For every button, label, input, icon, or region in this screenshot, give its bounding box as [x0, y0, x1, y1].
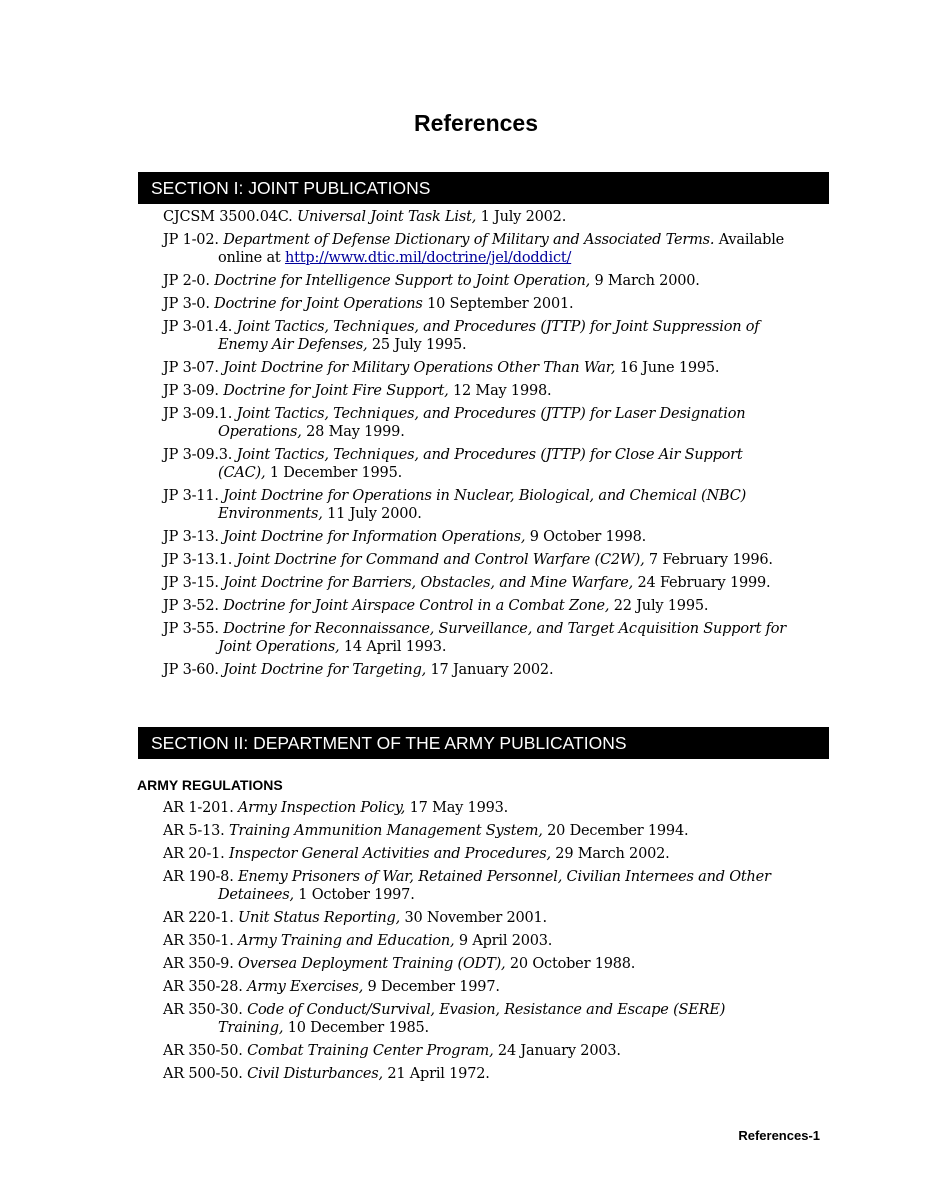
reference-entry — [163, 295, 793, 313]
reference-title: Joint Doctrine for Military Operations Other Than War, — [223, 360, 616, 376]
reference-id: AR 350-9. — [163, 956, 234, 972]
reference-title: Army Training and Education, — [238, 933, 455, 949]
reference-entry — [163, 799, 793, 817]
reference-date: 24 January 2003. — [497, 1043, 621, 1059]
reference-id: AR 220-1. — [163, 910, 234, 926]
reference-id: JP 3-09. — [163, 383, 219, 399]
reference-date: 24 February 1999. — [637, 575, 771, 591]
reference-title: Training Ammunition Management System, — [229, 823, 543, 839]
reference-id: JP 3-60. — [163, 662, 219, 678]
reference-date: 22 July 1995. — [613, 598, 709, 614]
reference-id: JP 3-55. — [163, 621, 219, 637]
reference-id: JP 1-02. — [163, 232, 219, 248]
reference-title: Joint Tactics, Techniques, and Procedures (JTTP) for Close Air Support (CAC), — [218, 447, 743, 481]
section-heading-joint-publications: SECTION I: JOINT PUBLICATIONS — [138, 172, 829, 204]
reference-title: Doctrine for Reconnaissance, Surveillance, and Target Acquisition Support for Joint Operations, — [218, 621, 787, 655]
reference-date: 17 January 2002. — [430, 662, 554, 678]
reference-title: Joint Doctrine for Command and Control Warfare (C2W), — [236, 552, 645, 568]
reference-date: 30 November 2001. — [404, 910, 547, 926]
page-title: References — [413, 110, 539, 136]
reference-entry — [163, 551, 793, 569]
reference-date: 25 July 1995. — [371, 337, 467, 353]
reference-entry — [163, 446, 793, 482]
reference-id: JP 2-0. — [163, 273, 210, 289]
reference-id: JP 3-52. — [163, 598, 219, 614]
reference-title: Doctrine for Joint Operations — [214, 296, 423, 312]
reference-date: 1 December 1995. — [269, 465, 403, 481]
reference-date: 9 October 1998. — [529, 529, 647, 545]
reference-entry — [163, 272, 793, 290]
reference-entry — [163, 382, 793, 400]
reference-title: Universal Joint Task List, — [296, 209, 477, 225]
reference-date: 9 April 2003. — [458, 933, 553, 949]
reference-date: 20 December 1994. — [547, 823, 689, 839]
reference-id: JP 3-09.1. — [163, 406, 233, 422]
reference-date: 20 October 1988. — [509, 956, 636, 972]
reference-title: Civil Disturbances, — [247, 1066, 383, 1082]
reference-date: 16 June 1995. — [619, 360, 720, 376]
reference-date: 9 December 1997. — [367, 979, 500, 995]
reference-id: AR 350-28. — [163, 979, 243, 995]
reference-id: AR 350-30. — [163, 1002, 243, 1018]
reference-id: JP 3-01.4. — [163, 319, 233, 335]
reference-date: 1 October 1997. — [298, 887, 415, 903]
reference-id: JP 3-13. — [163, 529, 219, 545]
reference-title: Doctrine for Joint Airspace Control in a Combat Zone, — [223, 598, 610, 614]
reference-title: Combat Training Center Program, — [247, 1043, 494, 1059]
reference-id: JP 3-09.3. — [163, 447, 233, 463]
reference-entry — [163, 822, 793, 840]
reference-entry — [163, 405, 793, 441]
reference-entry — [163, 661, 793, 679]
reference-entry — [163, 359, 793, 377]
reference-date: 17 May 1993. — [409, 800, 509, 816]
reference-id: JP 3-13.1. — [163, 552, 233, 568]
reference-id: JP 3-07. — [163, 360, 219, 376]
reference-id: AR 20-1. — [163, 846, 225, 862]
reference-entry — [163, 1001, 793, 1037]
reference-entry — [163, 1042, 793, 1060]
reference-date: 7 February 1996. — [648, 552, 773, 568]
reference-date: 1 July 2002. — [480, 209, 567, 225]
subheading-army-regulations: ARMY REGULATIONS — [137, 777, 283, 793]
reference-entry — [163, 620, 793, 656]
reference-entry — [163, 208, 793, 226]
reference-id: AR 190-8. — [163, 869, 234, 885]
reference-id: AR 350-1. — [163, 933, 234, 949]
reference-entry — [163, 932, 793, 950]
reference-date: 12 May 1998. — [452, 383, 552, 399]
reference-title: Joint Tactics, Techniques, and Procedures (JTTP) for Joint Suppression of Enemy Air Defenses, — [218, 319, 760, 353]
reference-date: 11 July 2000. — [327, 506, 422, 522]
reference-id: AR 350-50. — [163, 1043, 243, 1059]
reference-id: AR 5-13. — [163, 823, 225, 839]
reference-entry — [163, 574, 793, 592]
reference-id: CJCSM 3500.04C. — [163, 209, 293, 225]
reference-title: Unit Status Reporting, — [238, 910, 401, 926]
reference-entry — [163, 868, 793, 904]
reference-title: Joint Doctrine for Barriers, Obstacles, and Mine Warfare, — [223, 575, 634, 591]
reference-entry — [163, 528, 793, 546]
reference-entry — [163, 978, 793, 996]
reference-title: Joint Tactics, Techniques, and Procedures (JTTP) for Laser Designation Operations, — [218, 406, 746, 440]
reference-date: 29 March 2002. — [555, 846, 670, 862]
reference-id: AR 500-50. — [163, 1066, 243, 1082]
reference-date: 21 April 1972. — [387, 1066, 490, 1082]
reference-date: 10 September 2001. — [427, 296, 574, 312]
reference-title: Doctrine for Intelligence Support to Joint Operation, — [214, 273, 591, 289]
reference-title: Army Inspection Policy, — [238, 800, 406, 816]
reference-id: JP 3-11. — [163, 488, 219, 504]
reference-title: Joint Doctrine for Information Operations, — [223, 529, 526, 545]
reference-title: Enemy Prisoners of War, Retained Personnel, Civilian Internees and Other Detainees, — [218, 869, 771, 903]
reference-title: Joint Doctrine for Targeting, — [223, 662, 427, 678]
reference-date: 9 March 2000. — [594, 273, 700, 289]
reference-link[interactable]: http://www.dtic.mil/doctrine/jel/doddict/ — [284, 250, 572, 266]
reference-id: AR 1-201. — [163, 800, 234, 816]
reference-title: Doctrine for Joint Fire Support, — [223, 383, 449, 399]
reference-title: Department of Defense Dictionary of Military and Associated Terms. — [223, 232, 715, 248]
reference-date: Available online at — [218, 232, 785, 266]
reference-title: Oversea Deployment Training (ODT), — [238, 956, 506, 972]
reference-id: JP 3-0. — [163, 296, 210, 312]
reference-entry — [163, 231, 793, 267]
reference-title: Code of Conduct/Survival, Evasion, Resistance and Escape (SERE) Training, — [218, 1002, 726, 1036]
reference-date: 28 May 1999. — [306, 424, 405, 440]
reference-entry — [163, 955, 793, 973]
reference-title: Inspector General Activities and Procedures, — [229, 846, 551, 862]
reference-entry — [163, 845, 793, 863]
reference-list-army-regulations — [163, 799, 793, 1088]
reference-title: Army Exercises, — [247, 979, 364, 995]
reference-entry — [163, 487, 793, 523]
reference-entry — [163, 909, 793, 927]
reference-id: JP 3-15. — [163, 575, 219, 591]
reference-list-joint — [163, 208, 793, 684]
reference-entry — [163, 1065, 793, 1083]
reference-entry — [163, 597, 793, 615]
reference-date: 10 December 1985. — [287, 1020, 429, 1036]
page-footer: References-1 — [738, 1128, 820, 1143]
reference-date: 14 April 1993. — [343, 639, 447, 655]
section-heading-army-publications: SECTION II: DEPARTMENT OF THE ARMY PUBLICATIONS — [138, 727, 829, 759]
reference-entry — [163, 318, 793, 354]
reference-title: Joint Doctrine for Operations in Nuclear, Biological, and Chemical (NBC) Environments, — [218, 488, 747, 522]
